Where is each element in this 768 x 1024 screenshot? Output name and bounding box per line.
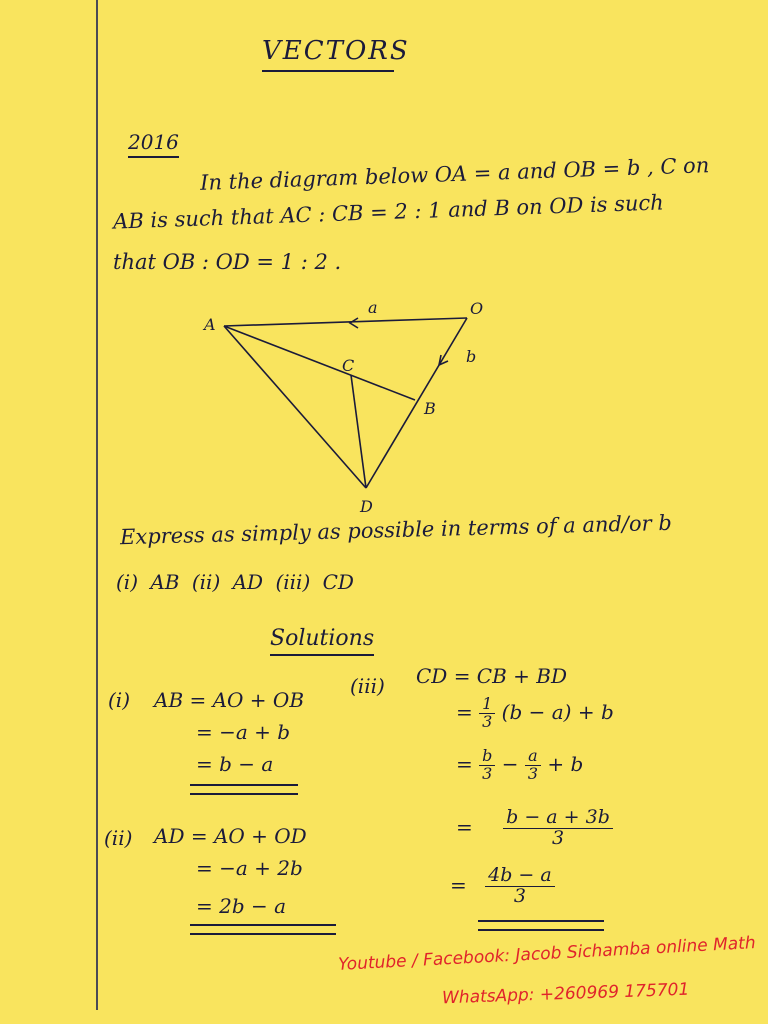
sol-iii-line-1: CD = CB + BD [416,664,568,688]
sol-ii-line-2: = −a + 2b [196,856,303,880]
fraction-final [485,866,555,907]
fraction-b-over-3 [479,748,495,783]
sol-ii-line-3: = 2b − a [196,894,287,918]
label-b: b [466,347,477,366]
edge-AD [224,326,366,488]
fraction-denominator: 3 [482,711,493,731]
question-line-2: AB is such that AC : CB = 2 : 1 and B on OD is such [112,190,665,234]
question-line-3: that OB : OD = 1 : 2 . [113,250,342,274]
point-A: A [204,315,216,334]
sol-iii-line-3-rest: + b [547,751,584,776]
minus-sign: − [501,751,519,776]
sol-ii-double-underline [190,924,336,935]
fraction-one-third [479,696,495,731]
equals-sign: = [456,699,473,724]
point-B: B [424,399,436,418]
sol-i-line-1: AB = AO + OB [154,688,305,712]
solutions-heading: Solutions [270,626,374,656]
sol-ii-line-1: AD = AO + OD [154,824,307,848]
label-a: a [368,298,378,317]
fraction-combined [503,808,613,849]
fraction-numerator: 1 [479,696,495,714]
sol-iii-line-3 [456,748,583,783]
edge-OA [224,318,467,326]
point-C: C [342,356,355,375]
equals-sign: = [456,814,473,839]
year-heading: 2016 [128,130,179,158]
sol-ii-label: (ii) [104,826,133,850]
sol-iii-double-underline [478,920,604,931]
sol-iii-label: (iii) [350,674,385,698]
sol-iii-line-2-rest: (b − a) + b [501,699,614,724]
arrow-a [350,318,358,328]
fraction-denominator: 3 [513,884,526,907]
sol-iii-line-2 [456,696,614,731]
page-title: VECTORS [262,36,394,72]
edge-CD [351,375,366,488]
edge-OD [366,318,467,488]
footer-whatsapp: WhatsApp: +260969 175701 [441,979,690,1009]
fraction-numerator: b [479,748,495,766]
point-D: D [360,497,373,516]
fraction-numerator: a [525,748,541,766]
fraction-a-over-3 [525,748,541,783]
sol-i-line-3: = b − a [196,752,274,776]
fraction-numerator: b − a + 3b [503,808,613,829]
sol-i-label: (i) [108,688,131,712]
sol-iii-line-5 [450,866,555,907]
fraction-denominator: 3 [527,763,539,783]
edge-AB [224,326,415,400]
fraction-denominator: 3 [482,763,493,783]
fraction-denominator: 3 [551,826,565,849]
question-line-1: In the diagram below OA = a and OB = b , C on [199,153,710,195]
equals-sign: = [456,751,473,776]
equals-sign: = [450,872,467,897]
sol-i-line-2: = −a + b [196,720,291,744]
express-prompt: Express as simply as possible in terms of a and/or b [119,510,673,550]
footer-social: Youtube / Facebook: Jacob Sichamba online Math [337,933,757,975]
fraction-numerator: 4b − a [485,866,555,887]
point-O: O [470,299,484,318]
question-parts: (i) AB (ii) AD (iii) CD [116,570,354,594]
sol-iii-line-4 [456,808,613,849]
sol-i-double-underline [190,784,298,795]
